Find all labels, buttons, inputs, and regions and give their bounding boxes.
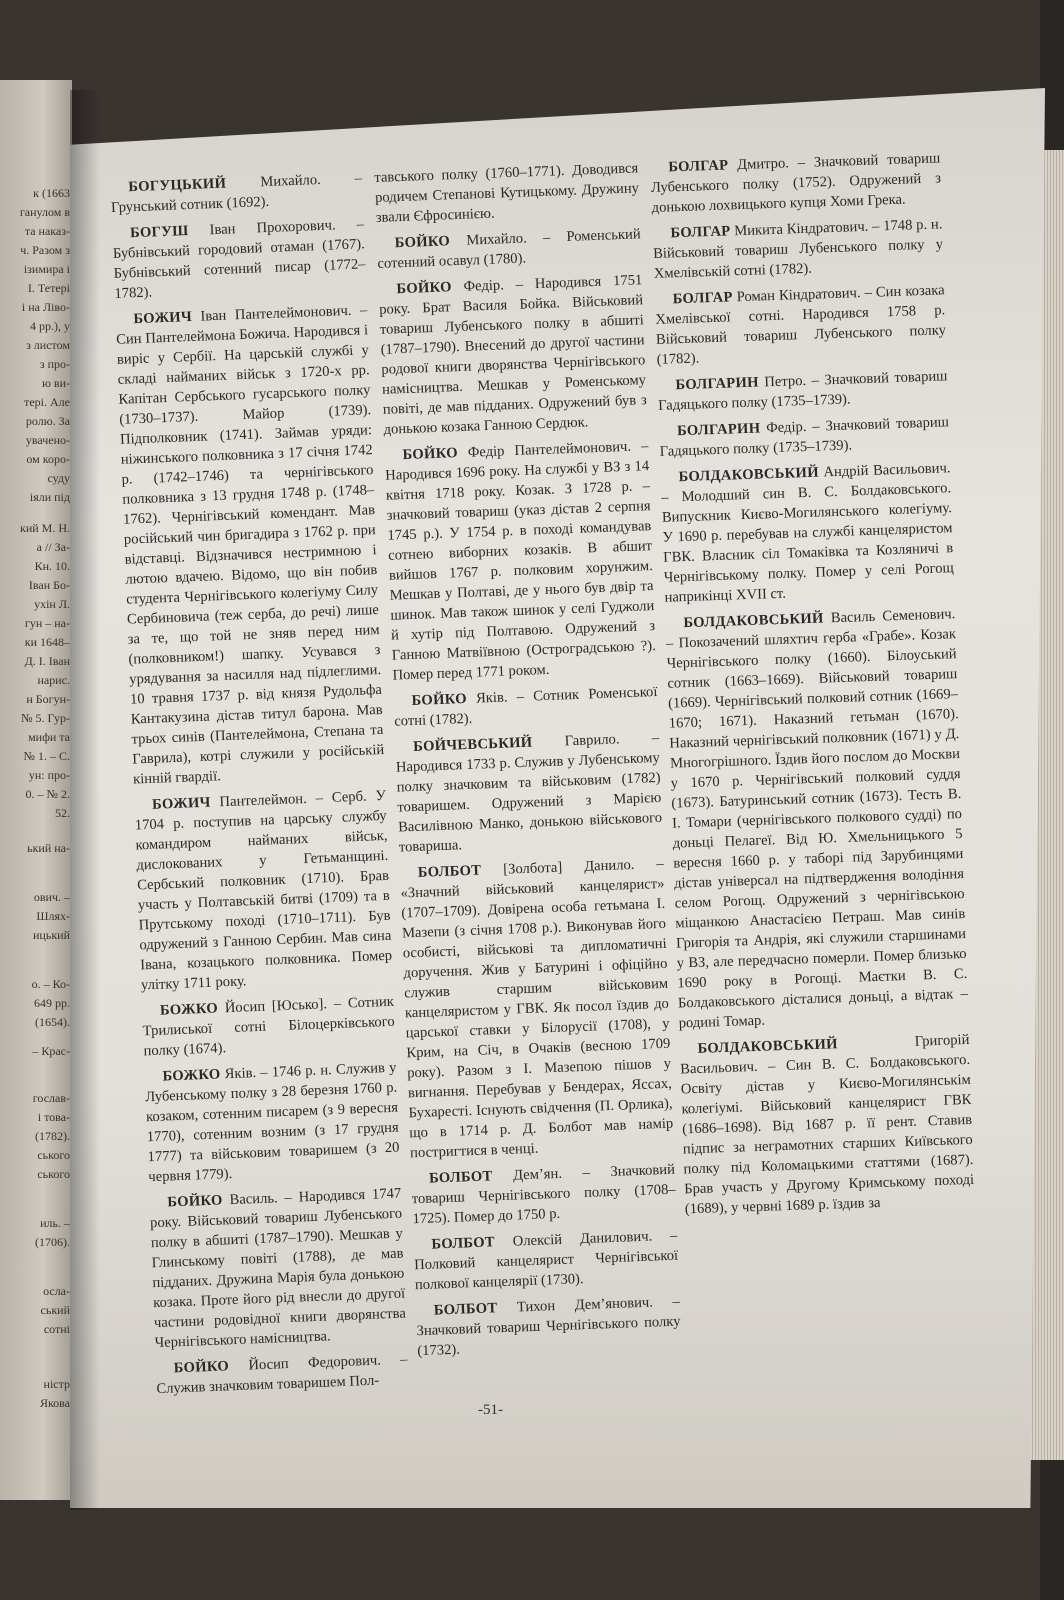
left-page-fragment: ського bbox=[37, 1148, 70, 1162]
left-page-fragment: 52. bbox=[55, 806, 70, 820]
left-page-fragment: ч. Разом з bbox=[20, 243, 70, 257]
entry-headword: БОЙКО bbox=[411, 690, 468, 709]
left-page-fragment: нарис. bbox=[37, 673, 70, 687]
left-page-fragment: ського bbox=[37, 1167, 70, 1181]
dictionary-entry bbox=[411, 1160, 677, 1230]
dictionary-entry bbox=[134, 786, 393, 996]
dictionary-entry bbox=[144, 1058, 400, 1188]
dictionary-entry bbox=[395, 728, 663, 858]
left-page-fragment: І. Тетері bbox=[27, 281, 70, 295]
entry-text: Яків. – 1746 р. н. Служив у Лубенському полку з 28 березня 1760 р. козаком, сотенним писарем (з 9 вересня 1770), сотенним возним (з 17 грудня 1777) та військовим товаришем (з 20 червня 1779). bbox=[145, 1059, 400, 1186]
dictionary-entry bbox=[112, 214, 367, 304]
dictionary-entry bbox=[665, 604, 969, 1033]
book-gutter-shadow bbox=[70, 90, 100, 1510]
left-page-fragment: і на Ліво- bbox=[21, 300, 70, 314]
entry-text: Пантелеймон. – Серб. У 1704 р. поступив на царську службу командиром найманих військ, дислокованих у Гетьманщині. Сербський полковник (1710). Брав участь у Полтавській битві (1709) та в Прутському поході (1710–1711). Був одружений з Ганною Сербин. Мав сина Івана, козацького полковника. Помер улітку 1711 року. bbox=[134, 787, 393, 994]
left-page-fragment: з листом bbox=[26, 338, 70, 352]
left-page-fragment: 0. – № 2. bbox=[25, 787, 70, 801]
dictionary-entry bbox=[660, 458, 954, 608]
entry-text: Василь Семенович. – Покозачений шляхтич герба «Грабе». Козак Чернігівського полку (1660). Білоуський сотник (1663–1669). Військовий товариш (1669). Чернігівський полковий сотник (1669–1670; 1671). Наказний гетьман (1670). Наказний чернігівський полковник (1671) у Д. Многогрішного. Їздив його послом до Москви у 1670 р. Чернігівський полковий суддя (1673). Батуринський сотник (1673). Тесть В. І. Томари (чернігівського полкового судді) по доньці Пелагеї. Від Ю. Хмельницького 5 вересня 1660 р. у таборі під Зарубинцями дістав універсал на підтвердження володіння селом Рогощ. Одружений з чернігівською міщанкою Анастасією Петраш. Мав синів Григорія та Андрія, які служили старшинами у ВЗ, але передчасно померли. Помер близько 1690 року в Рогощі. Маєтки В. С. Болдаковського дісталися доньці, а відтак – родині Томар. bbox=[665, 606, 969, 1032]
entry-headword: БОЛДАКОВСЬКИЙ bbox=[683, 610, 824, 632]
entry-text: Іван Прохорович. – Бубнівський городовий отаман (1767). Бубнівський сотенний писар (1772–1782). bbox=[112, 216, 366, 302]
entry-headword: БОЛБОТ bbox=[433, 1300, 498, 1319]
left-page-fragment: Д. І. Іван bbox=[24, 654, 70, 668]
dictionary-entry bbox=[679, 1030, 975, 1220]
dictionary-entry bbox=[149, 1184, 407, 1354]
left-page-fragment: ністр bbox=[43, 1377, 70, 1391]
entry-headword: БОЛДАКОВСЬКИЙ bbox=[697, 1036, 839, 1057]
entry-headword: БОЛГАР bbox=[672, 289, 733, 308]
entry-headword: БОГУЦЬКИЙ bbox=[128, 175, 227, 196]
entry-headword: БОЙКО bbox=[167, 1192, 223, 1211]
entry-headword: БОЙКО bbox=[402, 445, 459, 464]
left-page-fragment: ький на- bbox=[27, 841, 70, 855]
left-page-fragment: ський bbox=[40, 1303, 70, 1317]
left-page-fragment: о. – Ко- bbox=[31, 977, 70, 991]
entry-headword: БОЛГАРИН bbox=[676, 420, 761, 440]
entry-text: Михайло. – Роменський сотенний осавул (1780). bbox=[377, 226, 641, 272]
left-page-fragment: та наказ- bbox=[24, 224, 70, 238]
left-page-fragment: Шлях- bbox=[36, 909, 70, 923]
entry-headword: БОЙКО bbox=[396, 279, 453, 298]
left-page-fragment: і това- bbox=[37, 1110, 70, 1124]
left-page-fragment: увачено- bbox=[25, 433, 70, 447]
left-page-fragment: кий М. Н. bbox=[19, 521, 70, 535]
page-number: -51- bbox=[478, 1402, 503, 1418]
entry-text: Петро. – Значковий товариш Гадяцького полку (1735–1739). bbox=[657, 368, 948, 414]
entry-text: Микита Кіндратович. – 1748 р. н. Військовий товариш Лубенського полку у Хмелівській сотні (1782). bbox=[652, 216, 944, 282]
left-page-fragment: ки 1648– bbox=[24, 635, 70, 649]
entry-headword: БОЛГАР bbox=[670, 223, 731, 242]
left-page-fragment: к (1663 bbox=[33, 186, 70, 200]
left-page-fragment: Якова bbox=[39, 1396, 70, 1410]
entry-text: Федір. – Народився 1751 року. Брат Василя Бойка. Військовий товариш Лубенського полку в абшиті (1787–1790). Внесений до другої частини родової книги дворянства Чернігівського намісництва. Мешкав у Роменському повіті, де мав підданих. Одружений був з донькою козака Ганною Сердюк. bbox=[378, 272, 647, 438]
entry-text: Григорій Васильович. – Син В. С. Болдаковського. Освіту дістав у Києво-Могилянськім колегіумі. Військовий канцелярист ГВК (1686–1698). Від 1687 р. її рент. Ставив підпис за неграмотних старших Київського полку під Коломацькими статтями (1687). Брав участь у Другому Кримському поході (1689), у червні 1689 р. їздив за bbox=[679, 1031, 975, 1218]
entry-text: Олексій Данилович. – Полковий канцелярист Чернігівської полкової канцелярії (1730). bbox=[413, 1227, 679, 1294]
column-3 bbox=[650, 148, 975, 1225]
entry-text: Федір Пантелеймонович. – Народився 1696 року. На службі у ВЗ з 14 квітня 1718 року. Козак. З 1728 р. – значковий товариш (указ дістав 2 серпня 1745 р.). У 1754 р. в поході командував сотнею виборних козаків. В абшит вийшов 1767 р. полковим хорунжим. Мешкав у Полтаві, де у нього був двір та шинок. Мав також шинок у селі Гуджоли й хутір під Полтавою. Одружений з Ганною Матвіївною (Остроградською ?). Помер перед 1771 роком. bbox=[384, 438, 656, 684]
entry-headword: БОЙЧЕВСЬКИЙ bbox=[412, 734, 533, 755]
entry-text: тавського полку (1760–1771). Доводився родичем Степанові Кутицькому. Дружину звали Єфросинією. bbox=[374, 160, 640, 226]
dictionary-entry bbox=[413, 1226, 679, 1296]
dictionary-entry bbox=[142, 992, 396, 1062]
dictionary-entry bbox=[393, 682, 658, 732]
dictionary-entry bbox=[115, 300, 385, 789]
entry-text: Василь. – Народився 1747 року. Військовий товариш Лубенського полку в абшиті (1787–1790). Мешкав у Глинському повіті (1788), де мав підданих. Дружина Марія була донькою козака. Проте його рід внесли до другої частини родовідної книги дворянства Чернігівського намісництва. bbox=[149, 1185, 407, 1352]
left-page-fragment: (1782). bbox=[35, 1129, 70, 1143]
left-page-fragment: гослав- bbox=[32, 1091, 70, 1105]
left-page-fragment: Іван Бо- bbox=[28, 578, 70, 592]
entry-headword: БОЛГАРИН bbox=[675, 374, 760, 394]
dictionary-entry bbox=[376, 224, 641, 274]
entry-headword: БОЖКО bbox=[159, 1000, 219, 1019]
left-page-fragment: (1706). bbox=[35, 1235, 70, 1249]
left-page-fragment: осла- bbox=[43, 1284, 70, 1298]
left-page-fragment: а // За- bbox=[36, 540, 70, 554]
left-page-fragment: сотні bbox=[43, 1322, 70, 1336]
dictionary-entry bbox=[155, 1349, 408, 1399]
entry-headword: БОГУШ bbox=[129, 223, 189, 242]
entry-text: Михайло. – Грунський сотник (1692). bbox=[110, 170, 363, 216]
entry-text: Роман Кіндратович. – Син козака Хмелівської сотні. Народився 1758 р. Військовий товариш Лубенського полку (1782). bbox=[655, 282, 947, 368]
entry-headword: БОЛДАКОВСЬКИЙ bbox=[678, 464, 820, 486]
entry-headword: БОЖИЧ bbox=[133, 308, 193, 328]
entry-headword: БОЖКО bbox=[162, 1066, 221, 1085]
dictionary-entry bbox=[652, 214, 944, 284]
entry-text: Гаврило. – Народився 1733 р. Служив у Лубенському полку значковим та військовим (1782) товаришем. Одружений з Марією Василівною Манко, донькою військового товариша. bbox=[395, 729, 663, 856]
left-page-fragment: ицький bbox=[33, 928, 70, 942]
left-page-fragment: ганулом в bbox=[19, 205, 70, 219]
entry-headword: БОЖИЧ bbox=[151, 794, 211, 813]
entry-text: [Золбота] Данило. – «Значний військовий канцелярист» (1707–1709). Довірена особа гетьмана І. Мазепи (з січня 1708 р.). Виконував його особисті, військові та дипломатичні доручення. Жив у Батурині і офіційно служив старшим військовим канцеляристом у ГВК. Як посол їздив до царської ставки у Білорусії (1708), у Крим, на Січ, в Очаків (весною 1709 року). Разом з І. Мазепою пішов у вигнання. Перебував у Бендерах, Яссах, Бухаресті. Існують свідчення (П. Орлика), що в 1714 р. Д. Болбот мав намір постригтися в ченці. bbox=[400, 855, 674, 1162]
entry-text: Федір. – Значковий товариш Гадяцького полку (1735–1739). bbox=[659, 414, 950, 460]
left-page-fragment: 4 рр.), у bbox=[30, 319, 70, 333]
entry-headword: БОЙКО bbox=[173, 1358, 230, 1377]
entry-text: Йосип Федорович. – Служив значковим товаришем Пол- bbox=[156, 1351, 408, 1398]
left-page-fragment: з про- bbox=[39, 357, 70, 371]
dictionary-entry bbox=[378, 270, 648, 440]
left-page-fragment: мифи та bbox=[28, 730, 70, 744]
entry-text: Йосип [Юсько]. – Сотник Трилиської сотні Білоцерківського полку (1674). bbox=[142, 993, 395, 1060]
column-2 bbox=[374, 158, 682, 1367]
left-page-fragment: н Богун- bbox=[26, 692, 70, 706]
entry-headword: БОЛБОТ bbox=[428, 1168, 493, 1187]
entry-headword: БОЛГАР bbox=[668, 157, 729, 176]
left-page-fragment: ухін Л. bbox=[34, 597, 70, 611]
dictionary-entry bbox=[384, 436, 657, 686]
left-page-fragment: ович. – bbox=[33, 890, 70, 904]
left-page-fragment: гун – на- bbox=[24, 616, 70, 630]
column-1 bbox=[110, 168, 409, 1405]
left-page-fragment: суду bbox=[47, 471, 70, 485]
dictionary-entry bbox=[400, 854, 675, 1163]
left-page-fragment: № 1. – С. bbox=[23, 749, 70, 763]
left-page-fragment: ізимира і bbox=[23, 262, 70, 276]
dictionary-entry bbox=[657, 366, 948, 416]
left-page-fragment: іяли під bbox=[29, 490, 70, 504]
left-page-fragment: № 5. Гур- bbox=[21, 711, 70, 725]
entry-headword: БОЛБОТ bbox=[417, 862, 482, 881]
entry-text: Тихон Дем’янович. – Значковий товариш Чернігівського полку (1732). bbox=[416, 1293, 681, 1360]
left-page-fragment: – Крас- bbox=[32, 1044, 70, 1058]
left-page-fragment: тері. Але bbox=[24, 395, 70, 409]
dictionary-entry bbox=[374, 158, 640, 228]
entry-text: Дем’ян. – Значковий товариш Чернігівського полку (1708–1725). Помер до 1750 р. bbox=[411, 1161, 676, 1228]
entry-headword: БОЙКО bbox=[394, 233, 451, 252]
left-page-fragment: 649 рр. bbox=[34, 996, 70, 1010]
entry-text: Іван Пантелеймонович. – Син Пантелеймона Божича. Народився і виріс у Сербії. На царській службі у складі найманих військ з 1720-х рр. Капітан Сербського гусарського полку (1730–1737). Майор (1739). Підполковник (1741). Займав уряди: ніжинського полковника з 17 січня 1742 р. (1742–1746) та чернігівського полковника з 13 грудня 1748 р. (1748–1762). Чернігівський комендант. Мав російський чин бригадира з 1762 р. при відставці. Відзначився нестримною і лютою вдачею. Відомо, що він побив студента Чернігівського колегіуму Силу Сербиновича (теж серба, до речі) лише за те, що той не зняв перед ним (полковником!) шапку. Усувався з урядування за насилля над підлеглими. 10 травня 1737 р. від князя Рудольфа Кантакузина дістав титул барона. Мав трьох синів (Пантелеймона, Степана та Гаврила), котрі служили у російській кінній гвардії. bbox=[115, 302, 385, 788]
left-page bbox=[0, 80, 72, 1500]
dictionary-entry bbox=[650, 148, 942, 218]
left-page-fragment: ом коро- bbox=[26, 452, 70, 466]
left-page-fragment: Кн. 10. bbox=[34, 559, 70, 573]
dictionary-entry bbox=[416, 1292, 682, 1362]
entry-text: Яків. – Сотник Роменської сотні (1782). bbox=[394, 683, 658, 730]
left-page-fragment: ун: про- bbox=[28, 768, 70, 782]
dictionary-entry bbox=[654, 280, 946, 370]
entry-text: Андрій Васильович. – Молодший син В. С. Болдаковського. Випускник Києво-Могилянського колегіуму. У 1690 р. перебував на службі канцеляристом ГВК. Власник сіл Томаківка та Козляничі в Чернігівському полку. Помер у селі Рогощ наприкінці XVII ст. bbox=[661, 460, 955, 606]
dictionary-entry bbox=[659, 412, 950, 462]
entry-headword: БОЛБОТ bbox=[431, 1234, 496, 1253]
dictionary-entry bbox=[110, 168, 363, 218]
left-page-fragment: ю ви- bbox=[41, 376, 70, 390]
left-page-fragment: иль. – bbox=[40, 1216, 70, 1230]
left-page-fragment: (1654). bbox=[35, 1015, 70, 1029]
entry-text: Дмитро. – Значковий товариш Лубенського полку (1752). Одружений з донькою лохвицького купця Хоми Грека. bbox=[650, 150, 942, 216]
left-page-fragment: ролю. За bbox=[25, 414, 70, 428]
